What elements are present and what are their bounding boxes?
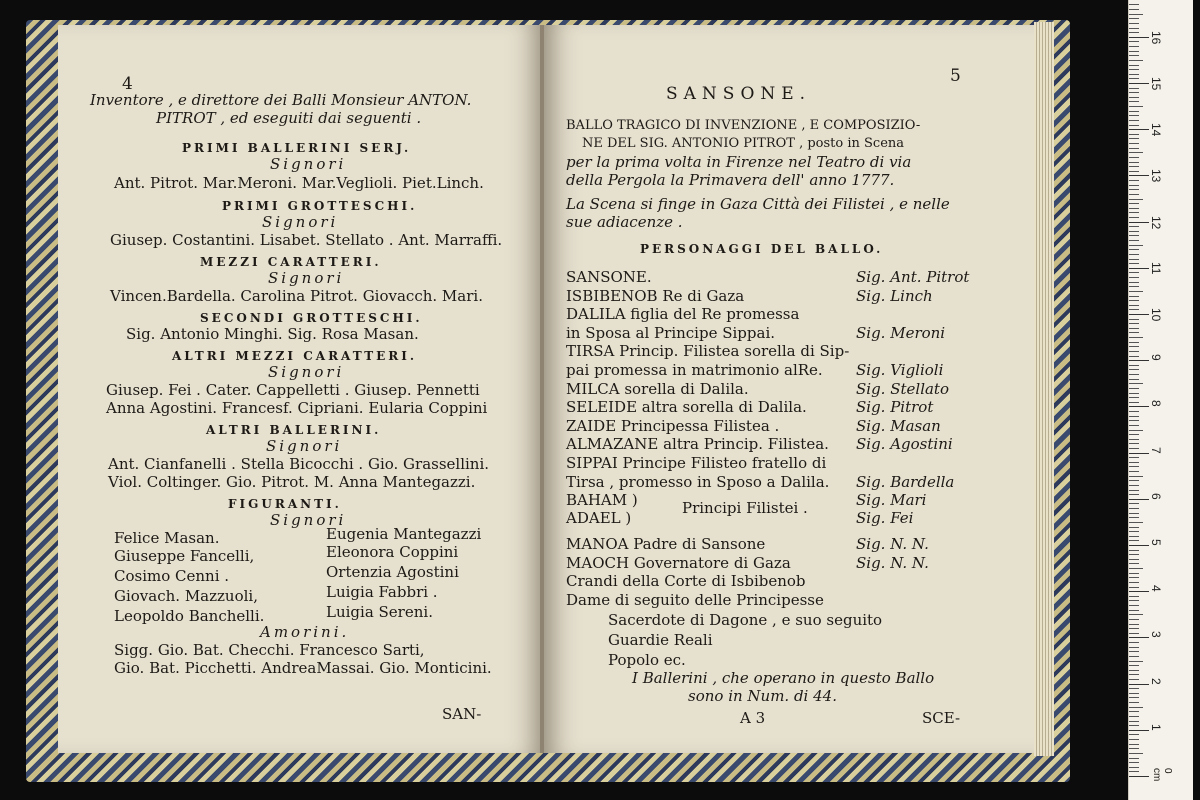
ruler-tick <box>1129 494 1139 495</box>
ruler-unit: 0 cm <box>1151 768 1173 782</box>
extras-line: Guardie Reali <box>608 631 713 649</box>
ruler-tick <box>1129 305 1139 306</box>
role-name: TIRSA Princip. Filistea sorella di Sip- <box>566 342 850 361</box>
signori-label: Signori <box>268 269 345 287</box>
ruler-tick <box>1129 416 1139 417</box>
left-page <box>58 25 543 753</box>
intro-line: BALLO TRAGICO DI INVENZIONE , E COMPOSIZIO- <box>566 118 921 133</box>
role-name: Dame di seguito delle Principesse <box>566 590 824 609</box>
ruler-tick <box>1129 397 1139 398</box>
page-edges <box>1034 22 1054 756</box>
ruler-tick <box>1129 18 1139 19</box>
ruler-tick <box>1129 420 1139 421</box>
ruler-tick <box>1129 624 1139 625</box>
ruler-tick <box>1129 499 1149 500</box>
ruler-number: 1 <box>1149 723 1163 731</box>
ruler-number: 14 <box>1149 123 1163 137</box>
ruler-tick <box>1129 545 1149 546</box>
ruler-tick <box>1129 37 1149 38</box>
ruler-tick <box>1129 60 1143 61</box>
ruler-tick <box>1129 383 1143 384</box>
catchword: SAN- <box>442 705 482 723</box>
ruler-tick <box>1129 291 1143 292</box>
ruler-tick <box>1129 199 1143 200</box>
right-page <box>544 25 1034 753</box>
section-heading: Amorini. <box>260 623 350 641</box>
figurante-name: Eugenia Mantegazzi <box>326 525 482 543</box>
figurante-name: Luigia Fabbri . <box>326 583 438 601</box>
ruler-tick <box>1129 425 1139 426</box>
text-line: Gio. Bat. Picchetti. AndreaMassai. Gio. Monticini. <box>114 659 492 677</box>
ruler-tick <box>1129 148 1139 149</box>
ruler-number: 15 <box>1149 77 1163 91</box>
ruler-tick <box>1129 462 1139 463</box>
extras-line: Popolo ec. <box>608 651 686 669</box>
intro-line: La Scena si finge in Gaza Città dei Filistei , e nelle <box>566 195 950 213</box>
actor-name: Sig. Meroni <box>856 323 946 342</box>
note-line: I Ballerini , che operano in questo Ballo <box>632 669 935 687</box>
ruler-tick <box>1129 272 1139 273</box>
ruler-tick <box>1129 633 1139 634</box>
ruler-tick <box>1129 439 1139 440</box>
ruler-tick <box>1129 466 1139 467</box>
ruler-tick <box>1129 471 1139 472</box>
ruler-tick <box>1129 600 1139 601</box>
ruler-tick <box>1129 69 1139 70</box>
ruler-tick <box>1129 249 1139 250</box>
actor-name: Sig. Viglioli <box>856 361 944 379</box>
text-line: Viol. Coltinger. Gio. Pitrot. M. Anna Mantegazzi. <box>108 473 476 491</box>
ruler-number: 10 <box>1149 308 1163 322</box>
ruler-tick <box>1129 374 1139 375</box>
ruler-tick <box>1129 263 1139 264</box>
ruler-tick <box>1129 166 1139 167</box>
bracket-name: BAHAM ) <box>566 491 638 509</box>
ruler-tick <box>1129 125 1139 126</box>
ruler-tick <box>1129 503 1139 504</box>
actor-name: Sig. Masan <box>856 416 941 435</box>
ruler-tick <box>1129 365 1139 366</box>
role-name: Tirsa , promesso in Sposo a Dalila. <box>566 472 830 491</box>
role-name: SANSONE. <box>566 268 652 286</box>
text-line: Sig. Antonio Minghi. Sig. Rosa Masan. <box>126 325 419 343</box>
ruler-tick <box>1129 725 1139 726</box>
ruler-tick <box>1129 540 1139 541</box>
ruler-tick <box>1129 457 1139 458</box>
ruler-tick <box>1129 9 1139 10</box>
ruler-tick <box>1129 679 1139 680</box>
ruler-tick <box>1129 217 1139 218</box>
figurante-name: Eleonora Coppini <box>326 543 459 561</box>
role-name: Crandi della Corte di Isbibenob <box>566 572 806 591</box>
ruler-tick <box>1129 162 1139 163</box>
ruler-tick <box>1129 143 1139 144</box>
ruler-tick <box>1129 393 1139 394</box>
ruler-tick <box>1129 314 1149 315</box>
actor-name: Sig. Mari <box>856 491 927 509</box>
ruler-tick <box>1129 758 1139 759</box>
ruler-tick <box>1129 337 1143 338</box>
intro-line: NE DEL SIG. ANTONIO PITROT , posto in Scena <box>582 136 905 151</box>
ruler-tick <box>1129 101 1139 102</box>
ruler-tick <box>1129 189 1139 190</box>
bracket-name: ADAEL ) <box>566 509 632 527</box>
ruler-tick <box>1129 670 1139 671</box>
ruler-tick <box>1129 730 1149 731</box>
ruler-tick <box>1129 323 1139 324</box>
intro-line: della Pergola la Primavera dell' anno 1777. <box>566 171 895 189</box>
ruler-tick <box>1129 282 1139 283</box>
ruler-tick <box>1129 74 1139 75</box>
ruler-tick <box>1129 171 1139 172</box>
ruler-tick <box>1129 739 1139 740</box>
ruler-tick <box>1129 411 1139 412</box>
ruler-tick <box>1129 587 1139 588</box>
ruler-tick <box>1129 23 1139 24</box>
ruler-tick <box>1129 152 1143 153</box>
ruler-tick <box>1129 351 1139 352</box>
text-line: PITROT , ed eseguiti dai seguenti . <box>156 109 422 127</box>
figurante-name: Ortenzia Agostini <box>326 563 459 581</box>
ruler-tick <box>1129 212 1139 213</box>
ruler-tick <box>1129 97 1139 98</box>
ruler-tick <box>1129 476 1143 477</box>
role-name: SELEIDE altra sorella di Dalila. <box>566 398 807 417</box>
ruler-tick <box>1129 628 1139 629</box>
role-name: in Sposa al Principe Sippai. <box>566 323 776 342</box>
ruler-tick <box>1129 697 1139 698</box>
text-line: Ant. Pitrot. Mar.Meroni. Mar.Veglioli. Piet.Linch. <box>114 174 484 192</box>
ruler-tick <box>1129 554 1139 555</box>
ruler-tick <box>1129 522 1143 523</box>
ruler-tick <box>1129 83 1149 84</box>
note-line: sono in Num. di 44. <box>688 687 837 705</box>
ruler-tick <box>1129 573 1139 574</box>
text-line: Inventore , e direttore dei Balli Monsieur ANTON. <box>90 91 472 109</box>
ruler-tick <box>1129 596 1139 597</box>
page-number: 4 <box>122 74 133 94</box>
ruler-tick <box>1129 360 1149 361</box>
ruler-tick <box>1129 277 1139 278</box>
ruler-tick <box>1129 235 1139 236</box>
ruler-tick <box>1129 771 1139 772</box>
ruler-tick <box>1129 702 1139 703</box>
ruler-tick <box>1129 286 1139 287</box>
ruler-tick <box>1129 65 1139 66</box>
ruler-number: 12 <box>1149 215 1163 229</box>
figurante-name: Luigia Sereni. <box>326 603 433 621</box>
ruler-tick <box>1129 180 1139 181</box>
actor-name: Sig. N. N. <box>856 553 929 572</box>
role-name: ALMAZANE altra Princip. Filistea. <box>566 435 829 454</box>
ruler-tick <box>1129 379 1139 380</box>
ruler-tick <box>1129 776 1149 777</box>
ruler-tick <box>1129 4 1139 5</box>
ruler-tick <box>1129 744 1139 745</box>
ruler-tick <box>1129 568 1143 569</box>
ruler-tick <box>1129 226 1139 227</box>
actor-name: Sig. Linch <box>856 286 933 305</box>
role-name: MILCA sorella di Dalila. <box>566 379 749 398</box>
ruler-tick <box>1129 51 1139 52</box>
ruler-number: 5 <box>1149 539 1163 546</box>
ruler-tick <box>1129 356 1139 357</box>
ruler-tick <box>1129 434 1139 435</box>
ruler-tick <box>1129 707 1143 708</box>
ruler-number: 9 <box>1149 354 1163 361</box>
ruler-tick <box>1129 32 1139 33</box>
section-heading: ALTRI BALLERINI. <box>206 423 382 437</box>
ruler-tick <box>1129 300 1139 301</box>
ruler-tick <box>1129 222 1149 223</box>
ruler-tick <box>1129 647 1139 648</box>
figurante-name: Leopoldo Banchelli. <box>114 607 265 625</box>
section-heading: SECONDI GROTTESCHI. <box>200 311 423 325</box>
ruler-tick <box>1129 194 1139 195</box>
ruler-tick <box>1129 637 1149 638</box>
ruler-tick <box>1129 591 1149 592</box>
ruler-tick <box>1129 342 1139 343</box>
section-heading: PRIMI GROTTESCHI. <box>222 199 418 213</box>
ruler-tick <box>1129 605 1139 606</box>
ruler-tick <box>1129 453 1149 454</box>
actor-name: Sig. Ant. Pitrot <box>856 268 970 286</box>
ruler-tick <box>1129 651 1139 652</box>
ruler-tick <box>1129 517 1139 518</box>
ruler-tick <box>1129 508 1139 509</box>
section-heading: ALTRI MEZZI CARATTERI. <box>172 349 418 363</box>
ruler-tick <box>1129 28 1139 29</box>
ruler-tick <box>1129 175 1149 176</box>
signori-label: Signori <box>270 155 347 173</box>
ruler-tick <box>1129 531 1139 532</box>
ruler-tick <box>1129 748 1139 749</box>
ruler-tick <box>1129 111 1139 112</box>
page-title: SANSONE. <box>666 84 812 104</box>
ruler-number: 13 <box>1149 169 1163 183</box>
ruler-tick <box>1129 157 1139 158</box>
ruler-tick <box>1129 14 1143 15</box>
actor-name: Sig. Fei <box>856 509 914 527</box>
ruler-tick <box>1129 406 1149 407</box>
section-heading: PRIMI BALLERINI SERJ. <box>182 141 412 155</box>
ruler-tick <box>1129 563 1139 564</box>
ruler-tick <box>1129 203 1139 204</box>
intro-line: per la prima volta in Firenze nel Teatro di via <box>566 153 912 171</box>
ruler-tick <box>1129 614 1143 615</box>
ruler-number: 6 <box>1149 492 1163 500</box>
catchword: SCE- <box>922 709 961 727</box>
role-name: MAOCH Governatore di Gaza <box>566 553 791 572</box>
ruler-tick <box>1129 309 1139 310</box>
ruler-tick <box>1129 402 1139 403</box>
ruler-tick <box>1129 665 1139 666</box>
figurante-name: Giovach. Mazzuoli, <box>114 587 258 605</box>
ruler-tick <box>1129 328 1139 329</box>
text-line: Sigg. Gio. Bat. Checchi. Francesco Sarti, <box>114 641 425 659</box>
ruler-tick <box>1129 711 1139 712</box>
ruler-tick <box>1129 240 1139 241</box>
cast-heading: PERSONAGGI DEL BALLO. <box>640 242 884 256</box>
ruler-number: 16 <box>1149 30 1163 45</box>
text-line: Anna Agostini. Francesf. Cipriani. Eularia Coppini <box>106 399 488 417</box>
ruler-tick <box>1129 550 1139 551</box>
signori-label: Signori <box>266 437 343 455</box>
ruler-number: 8 <box>1149 400 1163 408</box>
ruler-tick <box>1129 369 1139 370</box>
ruler-tick <box>1129 716 1139 717</box>
ruler-tick <box>1129 296 1139 297</box>
ruler-tick <box>1129 577 1139 578</box>
ruler-tick <box>1129 536 1139 537</box>
measurement-ruler <box>1128 0 1193 800</box>
signori-label: Signori <box>268 363 345 381</box>
ruler-tick <box>1129 753 1143 754</box>
ruler-tick <box>1129 245 1143 246</box>
ruler-tick <box>1129 688 1139 689</box>
ruler-tick <box>1129 138 1139 139</box>
ruler-number: 2 <box>1149 677 1163 685</box>
ruler-number: 3 <box>1149 631 1163 639</box>
ruler-number: 11 <box>1149 261 1163 275</box>
role-name: MANOA Padre di Sansone <box>566 535 766 553</box>
ruler-tick <box>1129 619 1139 620</box>
ruler-tick <box>1129 134 1139 135</box>
ruler-tick <box>1129 41 1139 42</box>
ruler-tick <box>1129 78 1139 79</box>
role-name: ZAIDE Principessa Filistea . <box>566 416 780 435</box>
role-name: SIPPAI Principe Filisteo fratello di <box>566 454 827 472</box>
section-heading: FIGURANTI. <box>228 497 342 511</box>
ruler-tick <box>1129 388 1139 389</box>
figurante-name: Felice Masan. <box>114 529 220 547</box>
ruler-tick <box>1129 582 1139 583</box>
ruler-tick <box>1129 208 1139 209</box>
ruler-tick <box>1129 55 1139 56</box>
ruler-tick <box>1129 656 1139 657</box>
ruler-tick <box>1129 610 1139 611</box>
ruler-tick <box>1129 527 1139 528</box>
section-heading: MEZZI CARATTERI. <box>200 255 382 269</box>
ruler-tick <box>1129 346 1139 347</box>
ruler-tick <box>1129 684 1149 685</box>
ruler-tick <box>1129 92 1139 93</box>
figurante-name: Giuseppe Fancelli, <box>114 547 255 565</box>
intro-line: sue adiacenze . <box>566 213 683 231</box>
ruler-tick <box>1129 559 1139 560</box>
ruler-tick <box>1129 332 1139 333</box>
ruler-tick <box>1129 46 1139 47</box>
ruler-tick <box>1129 106 1143 107</box>
ruler-tick <box>1129 259 1139 260</box>
ruler-tick <box>1129 319 1139 320</box>
text-line: Vincen.Bardella. Carolina Pitrot. Giovacch. Mari. <box>110 287 483 305</box>
ruler-tick <box>1129 762 1139 763</box>
ruler-tick <box>1129 513 1139 514</box>
text-line: Giusep. Fei . Cater. Cappelletti . Giusep. Pennetti <box>106 381 480 399</box>
signori-label: Signori <box>270 511 347 529</box>
ruler-tick <box>1129 120 1139 121</box>
role-name: ISBIBENOB Re di Gaza <box>566 286 745 305</box>
actor-name: Sig. Stellato <box>856 379 949 398</box>
ruler-tick <box>1129 443 1139 444</box>
ruler-tick <box>1129 480 1139 481</box>
signature-mark: A 3 <box>740 709 766 727</box>
ruler-tick <box>1129 268 1149 269</box>
ruler-tick <box>1129 231 1139 232</box>
ruler-tick <box>1129 721 1139 722</box>
ruler-tick <box>1129 693 1139 694</box>
ruler-tick <box>1129 642 1139 643</box>
bracket-desc: Principi Filistei . <box>682 499 808 517</box>
ruler-tick <box>1129 674 1139 675</box>
actor-name: Sig. Bardella <box>856 472 955 491</box>
ruler-number: 4 <box>1149 585 1163 592</box>
ruler-tick <box>1129 490 1139 491</box>
ruler-tick <box>1129 185 1139 186</box>
ruler-tick <box>1129 129 1149 130</box>
actor-name: Sig. Agostini <box>856 435 953 454</box>
signori-label: Signori <box>262 213 339 231</box>
ruler-number: 7 <box>1149 446 1163 454</box>
figurante-name: Cosimo Cenni . <box>114 567 230 585</box>
role-name: pai promessa in matrimonio alRe. <box>566 361 823 379</box>
extras-line: Sacerdote di Dagone , e suo seguito <box>608 611 883 629</box>
ruler-tick <box>1129 661 1143 662</box>
page-number: 5 <box>950 66 961 86</box>
ruler-tick <box>1129 88 1139 89</box>
actor-name: Sig. N. N. <box>856 535 929 553</box>
text-line: Ant. Cianfanelli . Stella Bicocchi . Gio. Grassellini. <box>108 455 490 473</box>
text-line: Giusep. Costantini. Lisabet. Stellato . Ant. Marraffi. <box>110 231 503 249</box>
ruler-tick <box>1129 734 1139 735</box>
role-name: DALILA figlia del Re promessa <box>566 305 800 324</box>
ruler-tick <box>1129 485 1139 486</box>
ruler-tick <box>1129 115 1139 116</box>
ruler-tick <box>1129 254 1139 255</box>
ruler-tick <box>1129 448 1139 449</box>
actor-name: Sig. Pitrot <box>856 398 934 417</box>
ruler-tick <box>1129 430 1143 431</box>
ruler-tick <box>1129 767 1139 768</box>
